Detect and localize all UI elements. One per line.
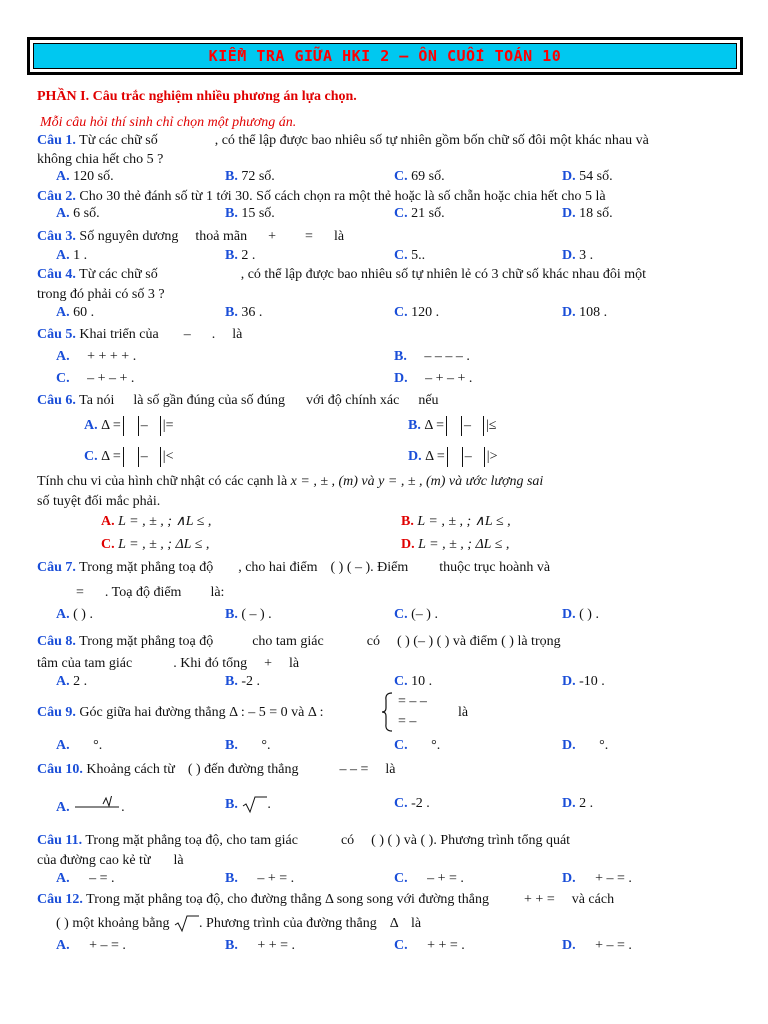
question-1-text-b: , có thể lập được bao nhiêu số tự nhiên gồm bốn chữ số đôi một khác nhau và xyxy=(214,133,649,148)
question-5-dot: . xyxy=(211,327,216,342)
question-8-text-g: là xyxy=(289,656,300,671)
q1-option-d[interactable]: D. 54 số. xyxy=(562,169,613,184)
question-5-number: Câu 5. xyxy=(37,327,76,342)
q11-option-b[interactable]: B. – + = . xyxy=(225,871,295,886)
question-8-text-d: ( ) (– ) ( ) và điểm ( ) là trọng xyxy=(396,634,561,649)
question-5-text-a: Khai triển của xyxy=(79,327,159,342)
question-1-text-a: Từ các chữ số xyxy=(79,133,158,148)
q10-option-c[interactable]: C. -2 . xyxy=(394,796,430,811)
q12-option-b[interactable]: B. + + = . xyxy=(225,938,296,953)
page-title: KIỂM TRA GIỮA HKI 2 – ÔN CUỐI TOÁN 10 xyxy=(208,47,562,65)
q5-option-d[interactable]: D. – + – + . xyxy=(394,371,473,386)
question-8-plus: + xyxy=(264,656,273,671)
question-2-text: Cho 30 thẻ đánh số từ 1 tới 30. Số cách chọn ra một thẻ hoặc là số chẵn hoặc chia hết cho 5 là xyxy=(79,189,606,204)
question-2-number: Câu 2. xyxy=(37,189,76,204)
sqrt-icon xyxy=(241,796,267,814)
q4-option-d[interactable]: D. 108 . xyxy=(562,305,608,320)
question-12-text-c: + + = xyxy=(524,892,555,907)
q11-option-c[interactable]: C. – + = . xyxy=(394,871,464,886)
question-7-line2 xyxy=(76,585,224,601)
question-12-delta: Δ xyxy=(325,892,334,907)
subquestion-text-b: số tuyệt đối mắc phải. xyxy=(37,494,161,509)
q5-option-c[interactable]: C. – + – + . xyxy=(56,371,135,386)
section-note: Mỗi câu hỏi thí sinh chỉ chọn một phương án. xyxy=(40,115,297,130)
question-7-text-c: ( ) ( – ). Điểm xyxy=(330,560,409,575)
sqrt-icon xyxy=(173,915,199,933)
question-11-text-b: có xyxy=(340,833,355,848)
question-3-text-c: là xyxy=(333,229,345,244)
question-7-text-b: , cho hai điểm xyxy=(238,560,318,575)
question-1 xyxy=(37,133,649,149)
question-10-text-b: ( ) đến đường thẳng xyxy=(187,762,299,777)
sub-option-c[interactable]: C. L = , ± , ; ΔL ≤ , xyxy=(101,537,210,552)
question-12-line2 xyxy=(56,915,421,933)
question-9-system-line-2: = – xyxy=(398,714,417,729)
q4-option-a[interactable]: A. 60 . xyxy=(56,305,95,320)
q10-option-a[interactable]: A. . xyxy=(56,796,125,820)
q8-option-a[interactable]: A. 2 . xyxy=(56,674,88,689)
question-1-number: Câu 1. xyxy=(37,133,76,148)
question-6-text-b: là số gần đúng của số đúng xyxy=(133,393,285,408)
question-4-text-a: Từ các chữ số xyxy=(79,267,158,282)
question-12-text-d: và cách xyxy=(571,892,615,907)
question-9-text-a: Góc giữa hai đường thẳng xyxy=(79,705,226,720)
question-4 xyxy=(37,267,646,283)
q2-option-a[interactable]: A. 6 số. xyxy=(56,206,100,221)
question-11-text-d: của đường cao kẻ từ xyxy=(37,853,151,868)
q12-option-a[interactable]: A. + – = . xyxy=(56,938,126,953)
q12-option-c[interactable]: C. + + = . xyxy=(394,938,465,953)
q9-option-b[interactable]: B. °. xyxy=(225,738,271,753)
q7-option-d[interactable]: D. ( ) . xyxy=(562,607,599,622)
question-12-text-b: song song với đường thẳng xyxy=(336,892,490,907)
q10-option-d[interactable]: D. 2 . xyxy=(562,796,594,811)
question-8-line2 xyxy=(37,656,299,672)
question-10-text-a: Khoảng cách từ xyxy=(86,762,175,777)
question-7-text-a: Trong mặt phẳng toạ độ xyxy=(79,560,214,575)
title-banner-inner xyxy=(33,43,737,69)
q12-option-d[interactable]: D. + – = . xyxy=(562,938,632,953)
question-12-text-e: ( ) một khoảng bằng xyxy=(56,916,170,932)
q9-option-d[interactable]: D. °. xyxy=(562,738,609,753)
q3-option-c[interactable]: C. 5.. xyxy=(394,248,426,263)
question-11-text-c: ( ) ( ) và ( ). Phương trình tổng quát xyxy=(371,833,571,848)
question-8-text-e: tâm của tam giác xyxy=(37,656,133,671)
q9-option-c[interactable]: C. °. xyxy=(394,738,441,753)
title-banner xyxy=(27,37,743,75)
question-8-text-b: cho tam giác xyxy=(252,634,324,649)
q7-option-b[interactable]: B. ( – ) . xyxy=(225,607,272,622)
brace-icon xyxy=(380,692,394,732)
q1-option-c[interactable]: C. 69 số. xyxy=(394,169,445,184)
question-8-number: Câu 8. xyxy=(37,634,76,649)
sub-option-a[interactable]: A. L = , ± , ; ∧L ≤ , xyxy=(101,514,212,529)
question-12-number: Câu 12. xyxy=(37,892,83,907)
q3-option-a[interactable]: A. 1 . xyxy=(56,248,88,263)
question-3-number: Câu 3. xyxy=(37,229,76,244)
q9-option-a[interactable]: A. °. xyxy=(56,738,103,753)
question-9-text-c: là xyxy=(458,705,469,720)
q2-option-d[interactable]: D. 18 số. xyxy=(562,206,613,221)
q2-option-b[interactable]: B. 15 số. xyxy=(225,206,275,221)
sub-option-b[interactable]: B. L = , ± , ; ∧L ≤ , xyxy=(401,514,511,529)
q11-option-d[interactable]: D. + – = . xyxy=(562,871,632,886)
q7-option-a[interactable]: A. ( ) . xyxy=(56,607,93,622)
question-3 xyxy=(37,229,344,245)
question-6 xyxy=(37,393,439,409)
subquestion-text-a: Tính chu vi của hình chữ nhật có các cạnh là xyxy=(37,474,288,489)
question-6-text-d: nếu xyxy=(418,393,439,408)
question-8-text-c: có xyxy=(366,634,380,649)
q10-option-b[interactable]: B. . xyxy=(225,797,271,813)
q6-option-c[interactable]: C. Δ = – |< xyxy=(84,447,173,467)
question-7-text-f: là: xyxy=(210,585,225,600)
q7-option-c[interactable]: C. (– ) . xyxy=(394,607,438,622)
question-11-text-e: là xyxy=(173,853,184,868)
question-8-text-a: Trong mặt phẳng toạ độ xyxy=(79,634,214,649)
question-7 xyxy=(37,560,550,576)
subquestion-y: y = , ± , (m) và ước lượng sai xyxy=(378,474,544,489)
question-10-text-d: là xyxy=(385,762,396,777)
question-9 xyxy=(37,705,323,721)
question-7-text-e: . Toạ độ điểm xyxy=(104,585,182,600)
question-5-minus: – xyxy=(183,327,191,342)
question-3-plus: + xyxy=(268,229,277,244)
question-7-number: Câu 7. xyxy=(37,560,76,575)
q5-option-a[interactable]: A. + + + + . xyxy=(56,349,137,364)
section-heading: PHẦN I. Câu trắc nghiệm nhiều phương án lựa chọn. xyxy=(37,89,357,104)
q4-option-b[interactable]: B. 36 . xyxy=(225,305,263,320)
q2-option-c[interactable]: C. 21 số. xyxy=(394,206,445,221)
q8-option-c[interactable]: C. 10 . xyxy=(394,674,433,689)
question-6-text-c: với độ chính xác xyxy=(306,393,400,408)
question-12-text-a: Trong mặt phẳng toạ độ, cho đường thẳng xyxy=(86,892,322,907)
question-4-text-b: , có thể lập được bao nhiêu số tự nhiên lẻ có 3 chữ số khác nhau đôi một xyxy=(240,267,647,282)
question-9-system-line-1: = – – xyxy=(398,694,427,709)
subquestion-x: x = , ± , (m) và xyxy=(290,474,375,489)
question-3-text-a: Số nguyên dương xyxy=(79,229,179,244)
question-12-text-f: . Phương trình của đường thẳng xyxy=(199,916,377,932)
q4-option-c[interactable]: C. 120 . xyxy=(394,305,440,320)
question-9-system xyxy=(380,692,440,732)
question-12-text-g: là xyxy=(411,916,422,932)
question-9-number: Câu 9. xyxy=(37,705,76,720)
fraction-sqrt-icon xyxy=(73,796,121,820)
question-5 xyxy=(37,327,242,343)
q6-option-d[interactable]: D. Δ = – |> xyxy=(408,447,497,467)
q6-option-b[interactable]: B. Δ = – |≤ xyxy=(408,416,496,436)
question-3-equals: = xyxy=(305,229,313,244)
question-3-text-b: thoả mãn xyxy=(195,229,248,244)
q1-option-b[interactable]: B. 72 số. xyxy=(225,169,275,184)
question-1-text-c: không chia hết cho 5 ? xyxy=(37,152,164,167)
question-2 xyxy=(37,189,606,205)
q6-option-a[interactable]: A. Δ = – |= xyxy=(84,416,173,436)
question-10-text-c: – – = xyxy=(339,762,369,777)
q8-option-d[interactable]: D. -10 . xyxy=(562,674,605,689)
q1-option-a[interactable]: A. 120 số. xyxy=(56,169,114,184)
question-12-delta-2: Δ xyxy=(389,916,399,932)
question-11 xyxy=(37,833,570,849)
question-6-text-a: Ta nói xyxy=(79,393,115,408)
question-10 xyxy=(37,762,396,778)
sub-option-d[interactable]: D. L = , ± , ; ΔL ≤ , xyxy=(401,537,510,552)
question-10-number: Câu 10. xyxy=(37,762,83,777)
question-11-number: Câu 11. xyxy=(37,833,83,848)
question-7-equals: = xyxy=(76,585,84,600)
q8-option-b[interactable]: B. -2 . xyxy=(225,674,261,689)
q5-option-b[interactable]: B. – – – – . xyxy=(394,349,470,364)
question-7-text-d: thuộc trục hoành và xyxy=(439,560,551,575)
question-8-text-f: . Khi đó tổng xyxy=(173,656,248,671)
subquestion xyxy=(37,474,543,490)
question-4-text-c: trong đó phải có số 3 ? xyxy=(37,287,165,302)
question-12 xyxy=(37,892,614,908)
question-11-line2 xyxy=(37,853,184,869)
question-8 xyxy=(37,634,561,650)
question-5-text-b: là xyxy=(232,327,243,342)
question-4-number: Câu 4. xyxy=(37,267,76,282)
q3-option-b[interactable]: B. 2 . xyxy=(225,248,256,263)
question-9-text-b: Δ : – 5 = 0 và Δ : xyxy=(229,705,324,720)
question-11-text-a: Trong mặt phẳng toạ độ, cho tam giác xyxy=(85,833,298,848)
q3-option-d[interactable]: D. 3 . xyxy=(562,248,594,263)
question-6-number: Câu 6. xyxy=(37,393,76,408)
q11-option-a[interactable]: A. – = . xyxy=(56,871,115,886)
